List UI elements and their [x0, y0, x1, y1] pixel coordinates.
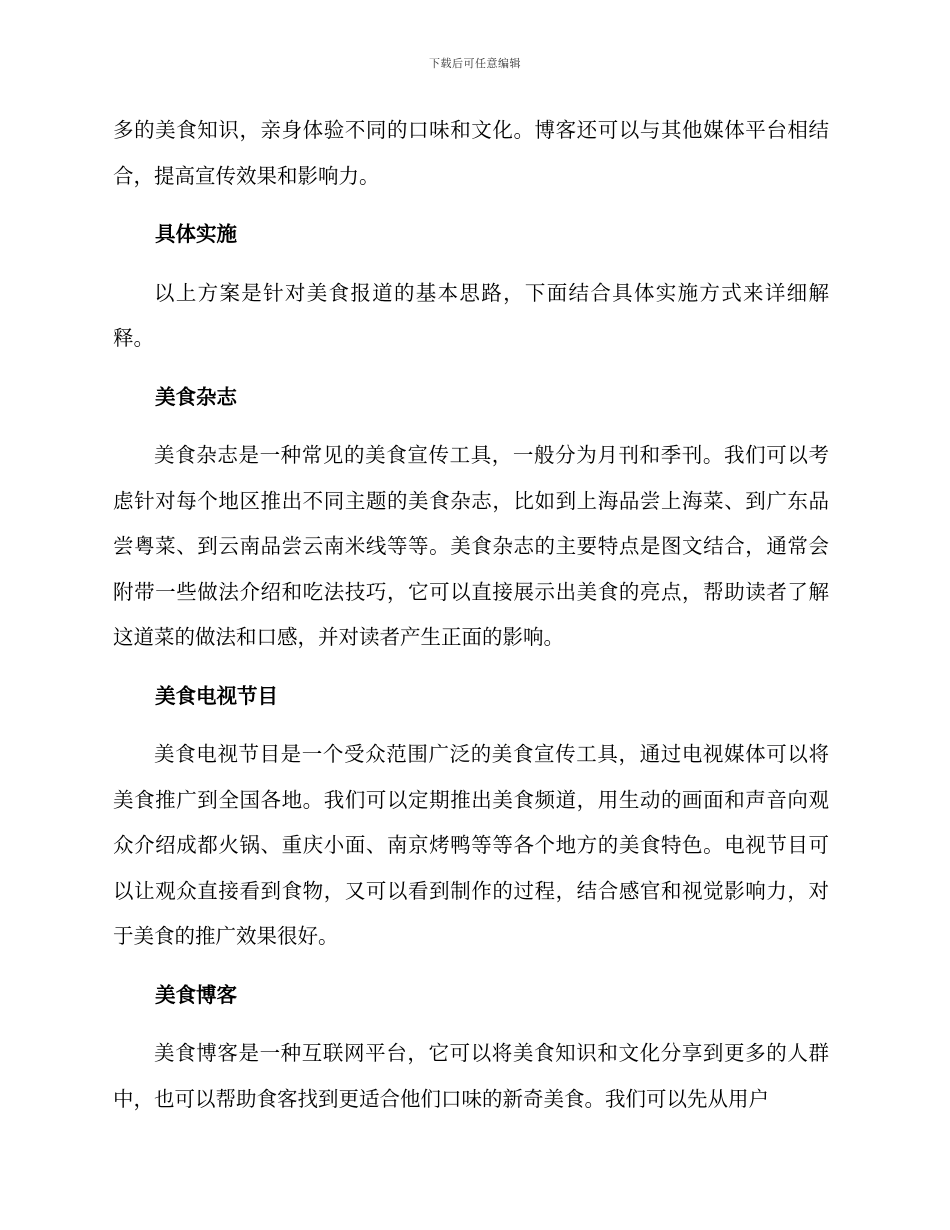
document-body — [113, 108, 829, 1122]
paragraph-tv-program: 美食电视节目是一个受众范围广泛的美食宣传工具，通过电视媒体可以将美食推广到全国各地。我们可以定期推出美食频道，用生动的画面和声音向观众介绍成都火锅、重庆小面、南京烤鸭等等各个地方的美食特色。电视节目可以让观众直接看到食物，又可以看到制作的过程，结合感官和视觉影响力，对于美食的推广效果很好。 — [113, 742, 829, 948]
section-heading-magazine: 美食杂志 — [155, 384, 237, 409]
section-heading-tv-program: 美食电视节目 — [155, 683, 278, 708]
page-header-note: 下载后可任意编辑 — [429, 57, 521, 70]
section-heading-blog: 美食博客 — [155, 982, 237, 1007]
paragraph-implementation: 以上方案是针对美食报道的基本思路，下面结合具体实施方式来详细解释。 — [113, 280, 829, 350]
section-heading-implementation: 具体实施 — [155, 222, 237, 246]
paragraph-blog-continuation: 多的美食知识，亲身体验不同的口味和文化。博客还可以与其他媒体平台相结合，提高宣传效果和影响力。 — [113, 118, 829, 188]
paragraph-magazine: 美食杂志是一种常见的美食宣传工具，一般分为月刊和季刊。我们可以考虑针对每个地区推出不同主题的美食杂志，比如到上海品尝上海菜、到广东品尝粤菜、到云南品尝云南米线等等。美食杂志的主要特点是图文结合，通常会附带一些做法介绍和吃法技巧，它可以直接展示出美食的亮点，帮助读者了解这道菜的做法和口感，并对读者产生正面的影响。 — [113, 443, 829, 649]
paragraph-blog: 美食博客是一种互联网平台，它可以将美食知识和文化分享到更多的人群中，也可以帮助食客找到更适合他们口味的新奇美食。我们可以先从用户 — [113, 1041, 829, 1111]
